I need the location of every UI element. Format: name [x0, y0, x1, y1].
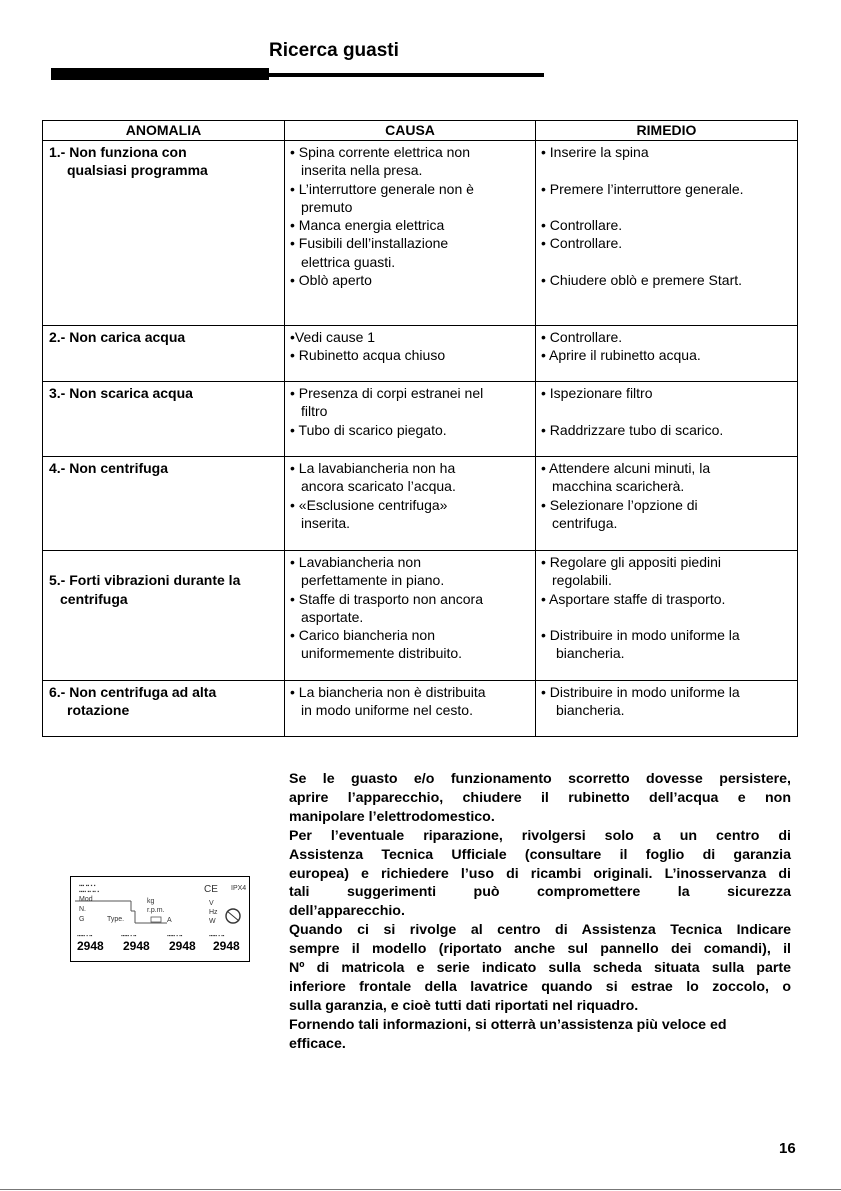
cause-line: • Manca energia elettrica [290, 217, 445, 234]
column-header-cause: CAUSA [285, 121, 536, 141]
remedy-cell [536, 457, 798, 551]
anomaly-cell [43, 551, 285, 681]
title-underline-thick [51, 68, 269, 80]
paragraph-line: sempre il modello (riportato anche sul pannello dei comandi), il [289, 941, 791, 958]
plate-number: 2948 [77, 939, 104, 953]
page-bottom-edge [0, 1189, 841, 1190]
table-row [43, 382, 798, 457]
plate-n-label: N. [79, 906, 86, 913]
plate-mod-label: Mod [79, 896, 93, 903]
paragraph-line: Assistenza Tecnica Ufficiale (consultare il foglio di garanzia [289, 846, 791, 863]
remedy-line: macchina scaricherà. [552, 478, 685, 495]
remedy-cell [536, 551, 798, 681]
paragraph-line: efficace. [289, 1035, 346, 1052]
remedy-line [541, 161, 797, 179]
paragraph-line: Quando ci si rivolge al centro di Assistenza Tecnica Indicare [289, 922, 791, 939]
paragraph-line: tali suggerimenti può compromettere la sicurezza [289, 884, 791, 901]
cause-cell [285, 681, 536, 737]
anomaly-line: 5.- Forti vibrazioni durante la [49, 572, 241, 589]
remedy-line: regolabili. [552, 572, 612, 589]
plate-rpm-label: r.p.m. [147, 907, 165, 914]
table-row [43, 681, 798, 737]
cause-line: in modo uniforme nel cesto. [301, 702, 473, 719]
ipx-rating: IPX4 [231, 885, 247, 892]
paragraph-line: Se le guasto e/o funzionamento scorretto dovesse persistere, [289, 771, 791, 787]
anomaly-cell [43, 141, 285, 326]
remedy-line: • Ispezionare filtro [541, 385, 653, 401]
table-row [43, 551, 798, 681]
anomaly-line: rotazione [67, 702, 130, 719]
paragraph-line: sulla garanzia, e cioè tutti dati riportati nel riquadro. [289, 997, 639, 1014]
plate-number: 2948 [213, 939, 240, 953]
paragraph-line: europea) e richiedere l’uso di ricambi originali. L’inosservanza di [289, 865, 791, 882]
cause-line: asportate. [301, 608, 364, 625]
page-title: Ricerca guasti [269, 40, 399, 61]
anomaly-line: 4.- Non centrifuga [49, 460, 169, 476]
plate-a-label: A [167, 917, 172, 924]
anomaly-line: 2.- Non carica acqua [49, 329, 186, 345]
remedy-line: • Inserire la spina [541, 144, 649, 160]
remedy-line: • Controllare. [541, 329, 623, 345]
cause-line: • Presenza di corpi estranei nel [290, 385, 484, 401]
cause-line: ancora scaricato l’acqua. [301, 478, 456, 495]
plate-v-label: V [209, 900, 214, 907]
cause-cell [285, 457, 536, 551]
cause-line: • Carico biancheria non [290, 627, 435, 644]
remedy-line: • Selezionare l’opzione di [541, 496, 698, 513]
remedy-cell [536, 681, 798, 737]
cause-line: •Vedi cause 1 [290, 329, 376, 345]
remedy-line: • Distribuire in modo uniforme la [541, 684, 740, 700]
cause-line: • Lavabiancheria non [290, 554, 421, 570]
cause-line: • Staffe di trasporto non ancora [290, 590, 483, 607]
remedy-line: biancheria. [556, 702, 625, 719]
remedy-line: • Distribuire in modo uniforme la [541, 627, 740, 644]
cause-cell [285, 141, 536, 326]
anomaly-line: 1.- Non funziona con [49, 144, 187, 160]
cause-cell [285, 326, 536, 382]
plate-w-label: W [209, 918, 216, 925]
anomaly-line [49, 553, 284, 571]
cause-line: filtro [301, 403, 328, 420]
remedy-line: • Raddrizzare tubo di scarico. [541, 421, 724, 438]
cause-line: elettrica guasti. [301, 253, 396, 270]
paragraph-line: inferiore frontale della lavatrice quando si estrae lo zoccolo, o [289, 978, 791, 995]
table-row [43, 326, 798, 382]
table-header-row [43, 121, 798, 141]
plate-kg-label: kg [147, 898, 155, 905]
rating-plate-illustration: ▪▪▪ ▪▪ ▪ ▪ ▪▪▪▪ ▪▪ ▪▪ ▪ CE IPX4 Mod kg V N. r.p.m. Hz G Type. A W ▪▪▪▪▪ ▪ ▪▪ ▪▪▪▪▪ ▪ ▪▪ ▪▪▪▪▪ ▪ ▪▪ ▪▪▪▪▪ ▪ ▪▪ 2948 2948 2948 2948 [70, 876, 250, 962]
paragraph-line: Per l’eventuale riparazione, rivolgersi solo a un centro di [289, 827, 791, 844]
cause-line: premuto [301, 198, 353, 215]
cause-line: • L’interruttore generale non è [290, 180, 474, 197]
plate-number: 2948 [169, 939, 196, 953]
paragraph-line: aprire l’apparecchio, chiudere il rubinetto dell’acqua e non [289, 789, 791, 806]
anomaly-cell [43, 457, 285, 551]
remedy-line: • Aprire il rubinetto acqua. [541, 347, 701, 364]
cause-line: • «Esclusione centrifuga» [290, 496, 448, 513]
anomaly-cell [43, 681, 285, 737]
remedy-cell [536, 141, 798, 326]
column-header-anomaly: ANOMALIA [43, 121, 285, 141]
remedy-cell [536, 326, 798, 382]
cause-line: • Fusibili dell’installazione [290, 235, 449, 252]
cause-line: • La biancheria non è distribuita [290, 684, 486, 700]
paragraph-line: dell’apparecchio. [289, 903, 405, 920]
cause-line: inserita nella presa. [301, 162, 423, 179]
troubleshooting-table [42, 120, 798, 737]
plate-number: 2948 [123, 939, 150, 953]
service-instructions [289, 770, 791, 1054]
cause-line: inserita. [301, 514, 351, 531]
remedy-line: centrifuga. [552, 514, 618, 531]
remedy-line [541, 608, 797, 626]
remedy-line: • Controllare. [541, 235, 623, 252]
anomaly-line: centrifuga [60, 590, 128, 607]
anomaly-line: 3.- Non scarica acqua [49, 385, 193, 401]
paragraph-line: manipolare l’elettrodomestico. [289, 808, 495, 825]
table-row [43, 141, 798, 326]
column-header-remedy: RIMEDIO [536, 121, 798, 141]
remedy-line: • Regolare gli appositi piedini [541, 554, 722, 570]
anomaly-line: 6.- Non centrifuga ad alta [49, 684, 217, 700]
cause-line: • Tubo di scarico piegato. [290, 421, 447, 438]
plate-g-label: G [79, 916, 85, 923]
page-number: 16 [779, 1140, 796, 1157]
cause-cell [285, 382, 536, 457]
remedy-line: • Controllare. [541, 217, 623, 234]
remedy-cell [536, 382, 798, 457]
cause-line: • Rubinetto acqua chiuso [290, 347, 446, 364]
plate-hz-label: Hz [209, 909, 218, 916]
paragraph-line: Fornendo tali informazioni, si otterrà un’assistenza più veloce ed [289, 1016, 727, 1033]
ce-mark: CE [204, 884, 218, 895]
cause-line: uniformemente distribuito. [301, 645, 463, 662]
remedy-line [541, 198, 797, 216]
cause-cell [285, 551, 536, 681]
cause-line: • Oblò aperto [290, 272, 372, 289]
remedy-line: • Attendere alcuni minuti, la [541, 460, 711, 476]
paragraph-line: Nº di matricola e serie indicato sulla scheda situata sulla parte [289, 960, 791, 977]
anomaly-line: qualsiasi programma [67, 162, 208, 179]
remedy-line [541, 402, 797, 420]
remedy-line [541, 253, 797, 271]
cause-line: perfettamente in piano. [301, 572, 445, 589]
table-row [43, 457, 798, 551]
remedy-line: • Asportare staffe di trasporto. [541, 590, 726, 607]
anomaly-cell [43, 326, 285, 382]
anomaly-cell [43, 382, 285, 457]
title-underline-thin [269, 73, 544, 77]
plate-type-label: Type. [107, 916, 125, 923]
remedy-line: biancheria. [556, 645, 625, 662]
remedy-line: • Chiudere oblò e premere Start. [541, 272, 743, 289]
remedy-line: • Premere l’interruttore generale. [541, 180, 744, 197]
table-body [43, 141, 798, 737]
cause-line: • La lavabiancheria non ha [290, 460, 456, 476]
cause-line: • Spina corrente elettrica non [290, 144, 471, 160]
